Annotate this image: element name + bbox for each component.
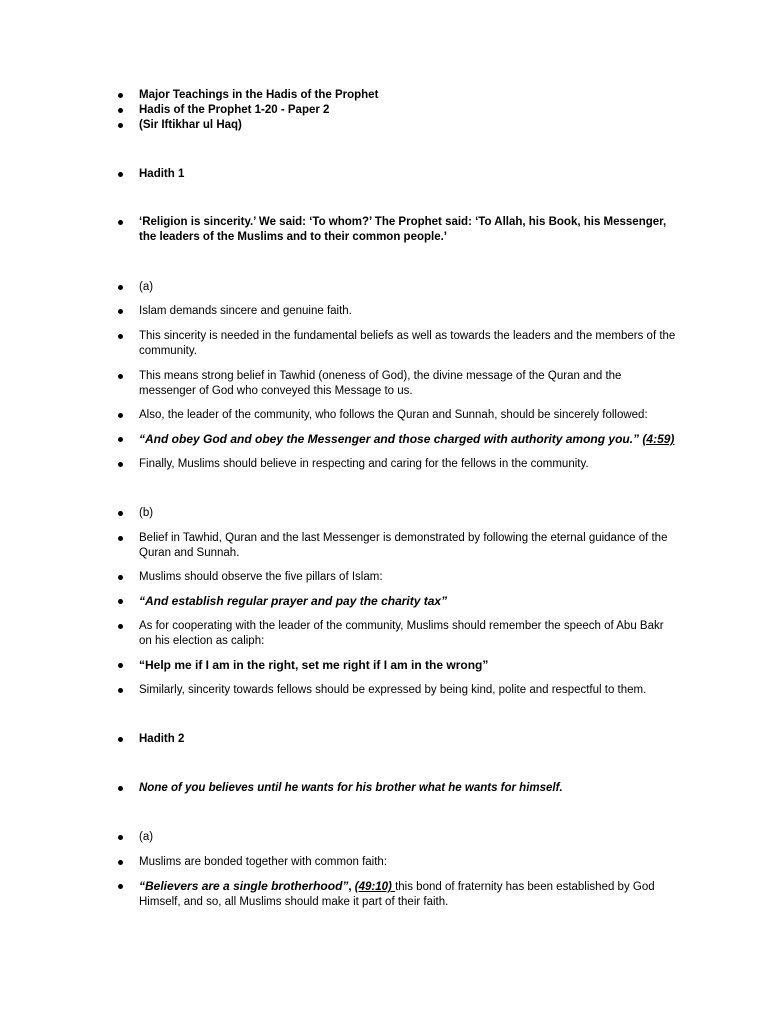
hadith1-b-point-4: Similarly, sincerity towards fellows should be expressed by being kind, polite and respectful to them.	[139, 683, 679, 698]
header-author: (Sir Iftikhar ul Haq)	[139, 118, 679, 133]
hadith2-a-point-1: Muslims are bonded together with common faith:	[139, 855, 679, 870]
hadith1-b-point-1: Belief in Tawhid, Quran and the last Messenger is demonstrated by following the eternal guidance of the Quran and Sunnah.	[139, 531, 679, 561]
hadith2-a-point-2	[139, 879, 679, 910]
hadith1-heading: Hadith 1	[139, 167, 679, 182]
header-title: Major Teachings in the Hadis of the Prophet	[139, 88, 679, 103]
quran-quote: “And obey God and obey the Messenger and those charged with authority among you.”	[139, 432, 640, 446]
hadith2-text: None of you believes until he wants for his brother what he wants for himself.	[139, 781, 679, 796]
hadith1-text: ‘Religion is sincerity.’ We said: ‘To whom?’ The Prophet said: ‘To Allah, his Book, his Messenger, the leaders of the Muslims and to their common people.’	[139, 215, 679, 245]
hadith1-section-a-label: (a)	[139, 280, 679, 295]
hadith1-a-point-3: This means strong belief in Tawhid (oneness of God), the divine message of the Quran and the messenger of God who conveyed this Message to us.	[139, 369, 679, 399]
hadith1-section-b-label: (b)	[139, 506, 679, 521]
hadith2-heading: Hadith 2	[139, 732, 679, 747]
hadith1-a-quote	[139, 432, 679, 447]
hadith1-b-quote-1: “And establish regular prayer and pay the charity tax”	[139, 594, 679, 609]
hadith1-a-point-5: Finally, Muslims should believe in respecting and caring for the fellows in the community.	[139, 457, 679, 472]
hadith1-b-point-2: Muslims should observe the five pillars of Islam:	[139, 570, 679, 585]
header-subtitle: Hadis of the Prophet 1-20 - Paper 2	[139, 103, 679, 118]
hadith1-b-quote-2: “Help me if I am in the right, set me right if I am in the wrong”	[139, 658, 679, 673]
quran-quote: “Believers are a single brotherhood”	[139, 879, 349, 893]
hadith1-b-point-3: As for cooperating with the leader of the community, Muslims should remember the speech of Abu Bakr on his election as caliph:	[139, 619, 679, 649]
hadith1-a-point-4: Also, the leader of the community, who follows the Quran and Sunnah, should be sincerely followed:	[139, 408, 679, 423]
point-text: this bond of fraternity has been established by God Himself, and so, all Muslims should make it part of their faith.	[139, 881, 655, 908]
hadith1-a-point-2: This sincerity is needed in the fundamental beliefs as well as towards the leaders and the members of the community.	[139, 329, 679, 359]
quran-reference: (4:59)	[642, 432, 675, 446]
hadith2-section-a-label: (a)	[139, 830, 679, 845]
hadith1-a-point-1: Islam demands sincere and genuine faith.	[139, 304, 679, 319]
quote-separator: ,	[348, 881, 355, 893]
quran-reference: (49:10)	[354, 881, 396, 893]
